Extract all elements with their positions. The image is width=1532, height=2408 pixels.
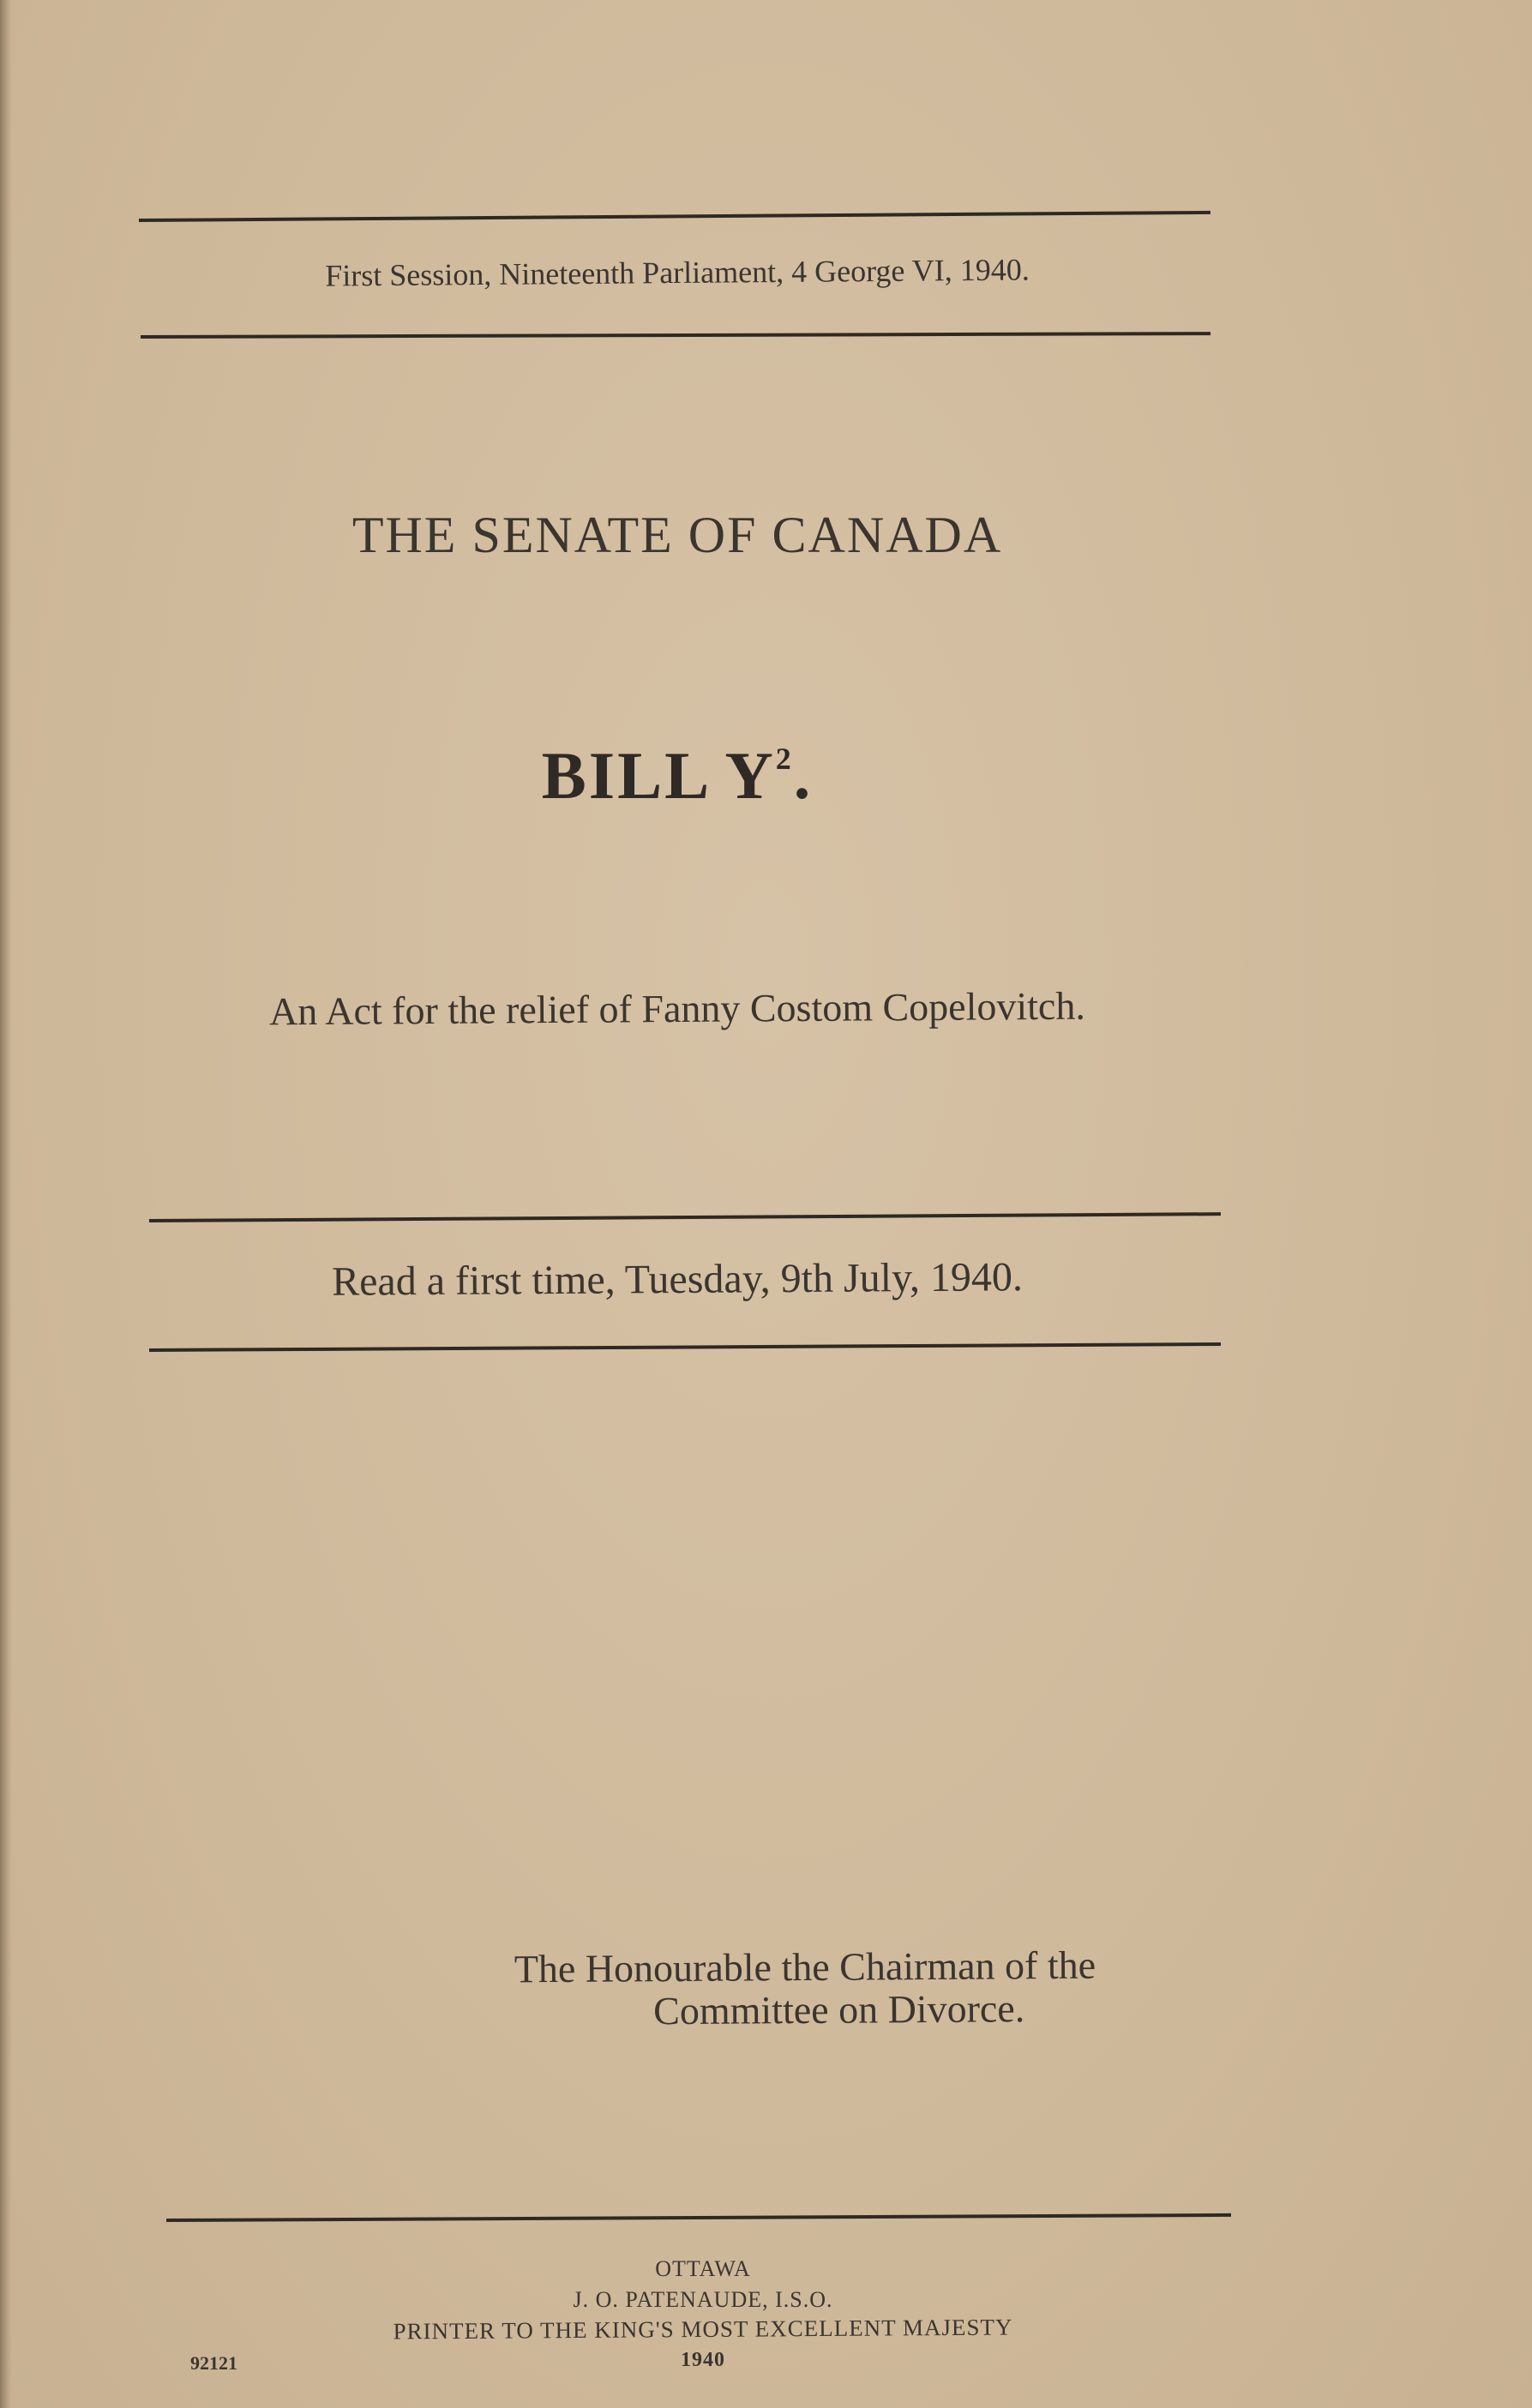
first-reading-line: Read a first time, Tuesday, 9th July, 1940. <box>331 1254 1024 1305</box>
bill-title <box>137 737 1217 814</box>
bill-superscript: 2 <box>775 742 794 776</box>
imprint-printer: J. O. PATENAUDE, I.S.O. <box>573 2287 833 2312</box>
middle-rule-lower <box>149 1342 1221 1352</box>
sponsor-line-2: Committee on Divorce. <box>652 1986 1025 2033</box>
imprint-printer-title: PRINTER TO THE KING'S MOST EXCELLENT MAJESTY <box>393 2314 1013 2345</box>
document-number: 92121 <box>190 2352 237 2374</box>
bill-prefix: BILL Y <box>541 738 776 813</box>
bottom-rule <box>166 2213 1231 2222</box>
senate-heading: THE SENATE OF CANADA <box>351 507 1003 563</box>
top-rule-lower <box>141 332 1211 339</box>
imprint-year: 1940 <box>681 2349 725 2371</box>
sponsor-block <box>514 1944 1096 2034</box>
sponsor-line-1: The Honourable the Chairman of the <box>514 1943 1096 1991</box>
page-binding-edge <box>0 0 12 2408</box>
act-title: An Act for the relief of Fanny Costom Copelovitch. <box>268 983 1086 1034</box>
middle-rule-upper <box>149 1212 1221 1222</box>
bill-suffix: . <box>793 738 814 813</box>
imprint-city: OTTAWA <box>655 2256 751 2281</box>
top-rule-upper <box>139 211 1211 222</box>
session-line: First Session, Nineteenth Parliament, 4 George VI, 1940. <box>325 252 1030 293</box>
